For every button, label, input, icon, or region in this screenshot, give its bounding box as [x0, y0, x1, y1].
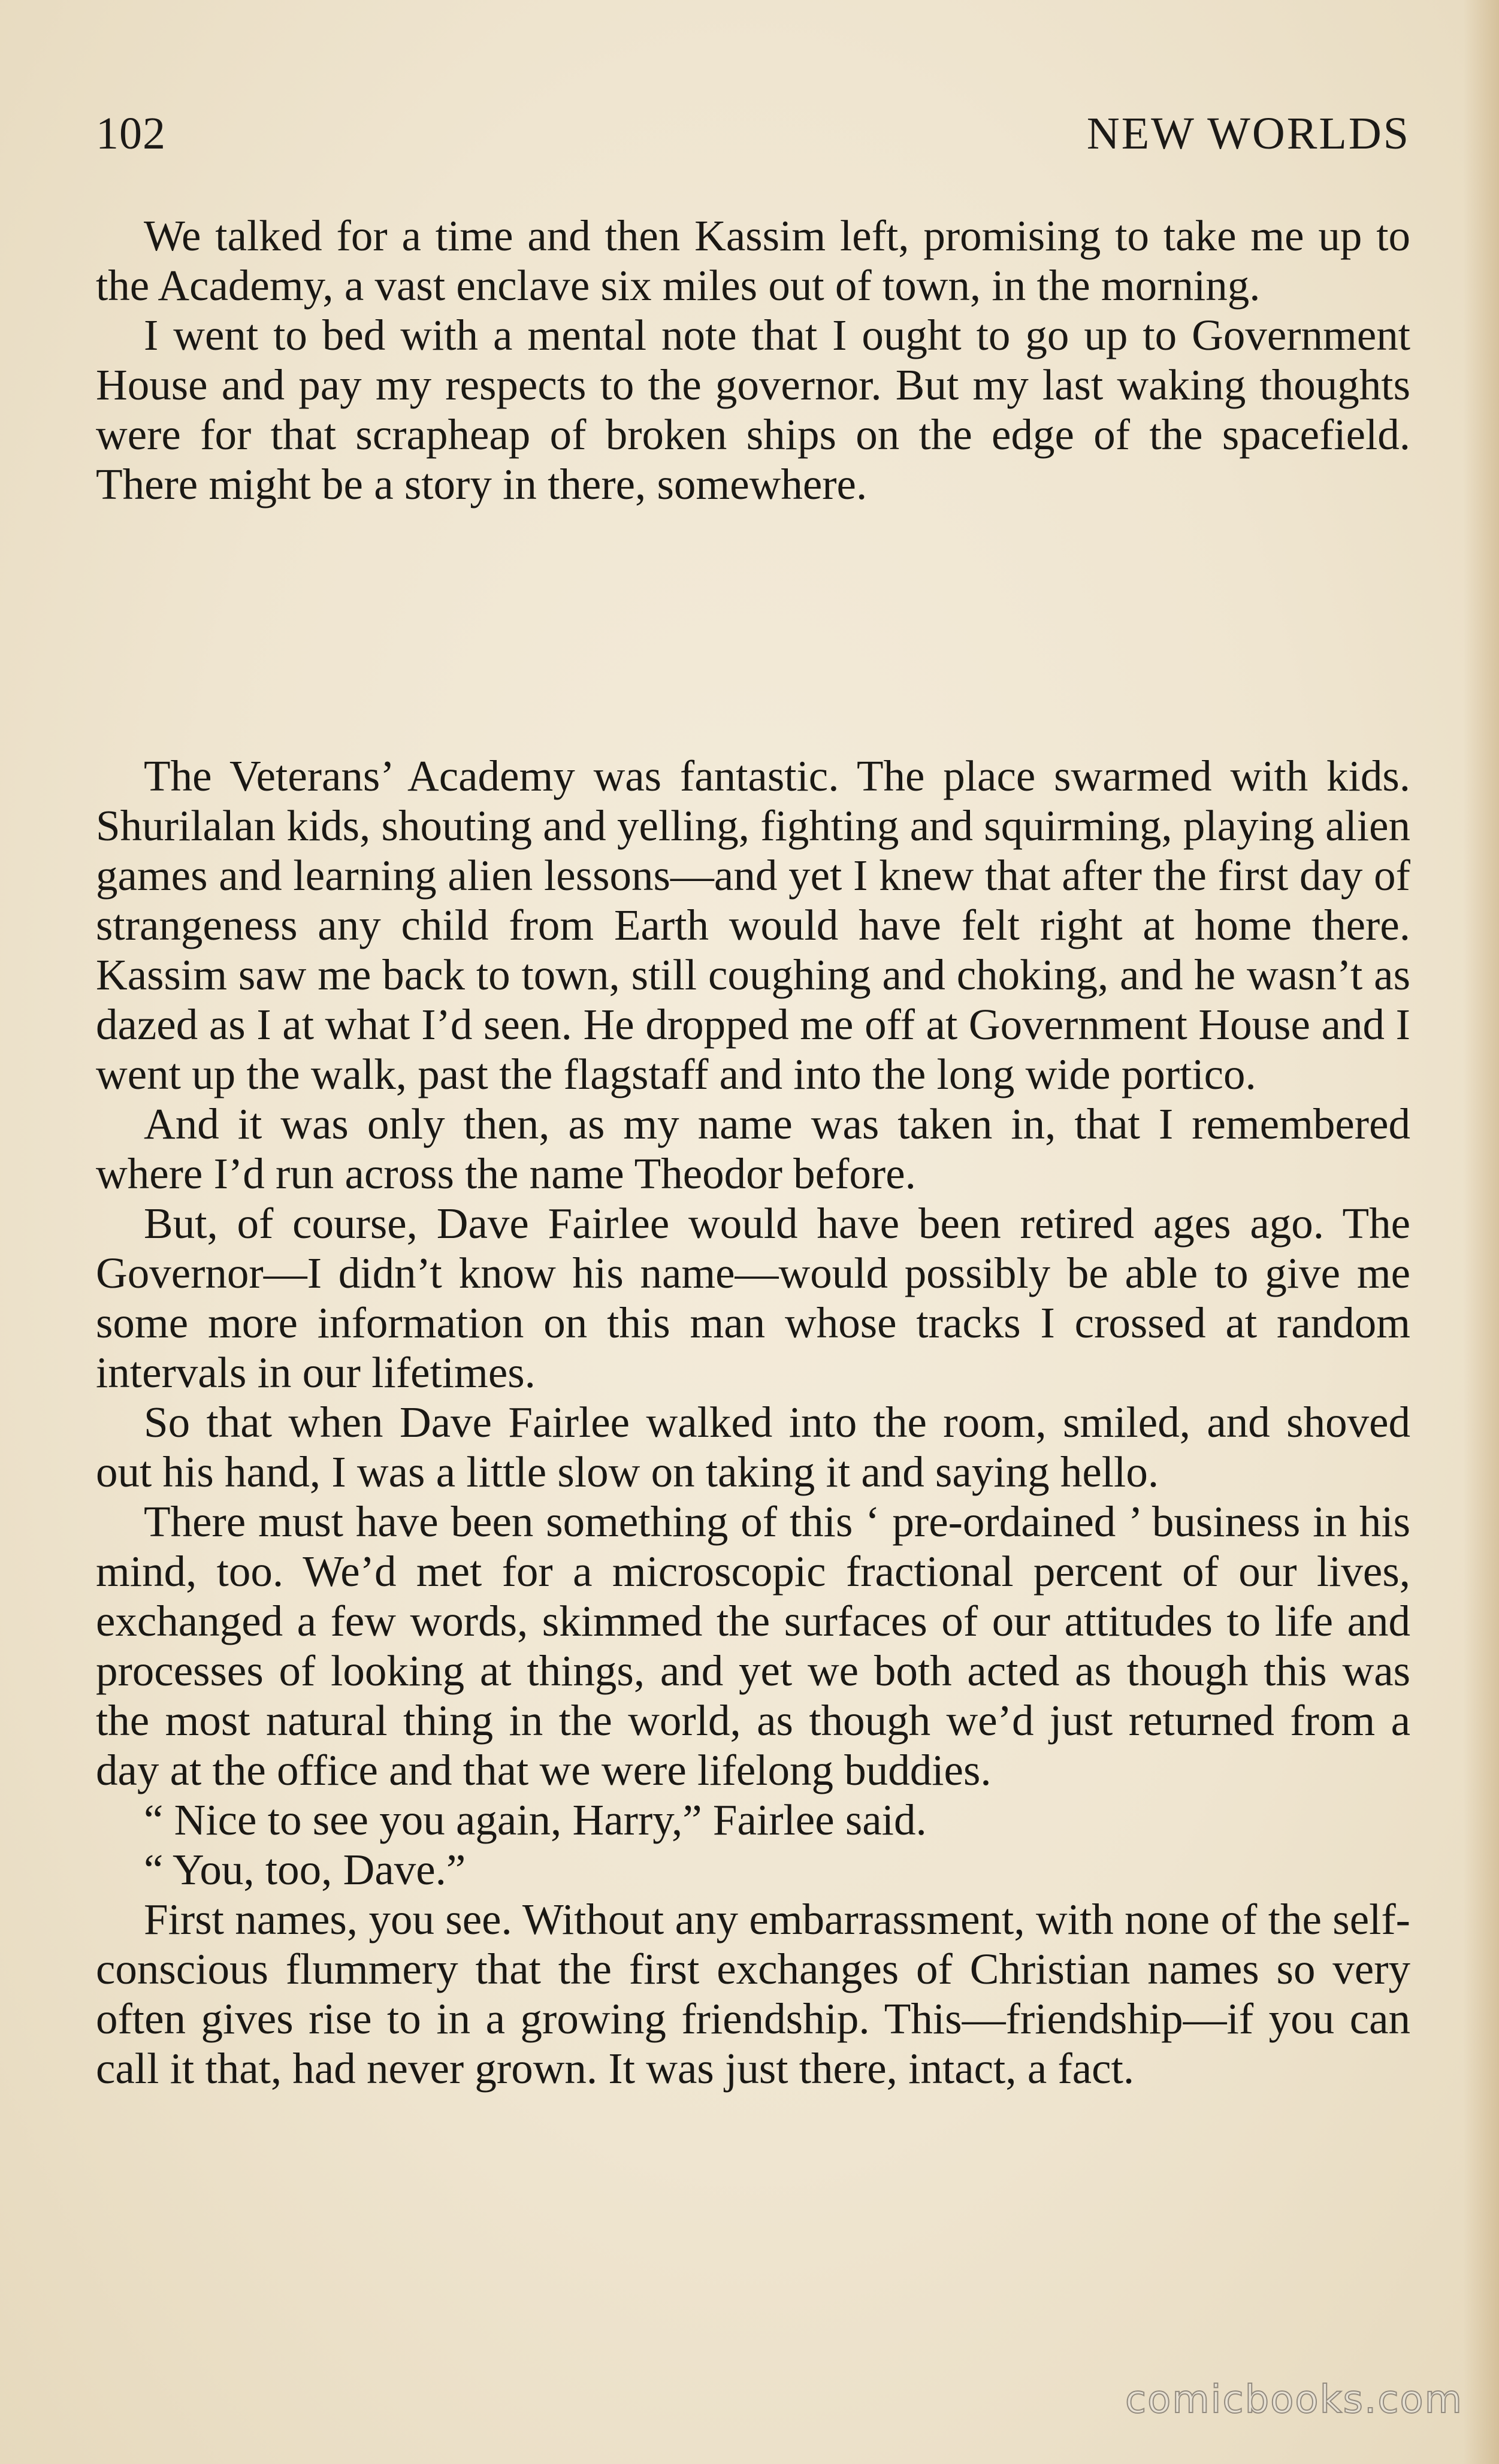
- watermark: comicbooks.com: [1125, 2378, 1463, 2422]
- paragraph: The Veterans’ Academy was fantastic. The place swarmed with kids. Shurilalan kids, shouting and yelling, fighting and squirming, playing alien games and learning alien lessons—and yet I knew that after the first day of strangeness any child from Earth would have felt right at home there. Kassim saw me back to town, still coughing and choking, and he wasn’t as dazed as I at what I’d seen. He dropped me off at Government House and I went up the walk, past the flagstaff and into the long wide portico.: [96, 752, 1410, 1098]
- paragraph: So that when Dave Fairlee walked into the room, smiled, and shoved out his hand, I was a little slow on taking it and saying hello.: [96, 1398, 1410, 1496]
- running-title: NEW WORLDS: [1086, 108, 1410, 159]
- paragraph: There must have been something of this ‘ pre-ordained ’ business in his mind, too. We’d met for a microscopic fractional percent of our lives, exchanged a few words, skimmed the surfaces of our attitudes to life and processes of looking at things, and yet we both acted as though this was the most natural thing in the world, as though we’d just returned from a day at the office and that we were lifelong buddies.: [96, 1497, 1410, 1794]
- paragraph: And it was only then, as my name was taken in, that I remembered where I’d run across the name Theodor before.: [96, 1100, 1410, 1198]
- page-number: 102: [96, 108, 166, 159]
- paragraph: We talked for a time and then Kassim left, promising to take me up to the Academy, a vast enclave six miles out of town, in the morning.: [96, 211, 1410, 310]
- paragraph: But, of course, Dave Fairlee would have been retired ages ago. The Governor—I didn’t know his name—would possibly be able to give me some more information on this man whose tracks I crossed at random intervals in our lifetimes.: [96, 1199, 1410, 1397]
- paragraph: “ Nice to see you again, Harry,” Fairlee said.: [144, 1796, 927, 1844]
- text-section-1: [96, 211, 1410, 509]
- paragraph: First names, you see. Without any embarrassment, with none of the self-conscious flummery that the first exchanges of Christian names so very often gives rise to in a growing friendship. This—friendship—if you can call it that, had never grown. It was just there, intact, a fact.: [96, 1895, 1410, 2093]
- paragraph: “ You, too, Dave.”: [144, 1845, 466, 1894]
- paragraph: I went to bed with a mental note that I ought to go up to Government House and pay my respects to the governor. But my last waking thoughts were for that scrapheap of broken ships on the edge of the spacefield. There might be a story in there, somewhere.: [96, 311, 1410, 508]
- text-section-2: [96, 751, 1410, 2093]
- running-head: [96, 108, 1410, 174]
